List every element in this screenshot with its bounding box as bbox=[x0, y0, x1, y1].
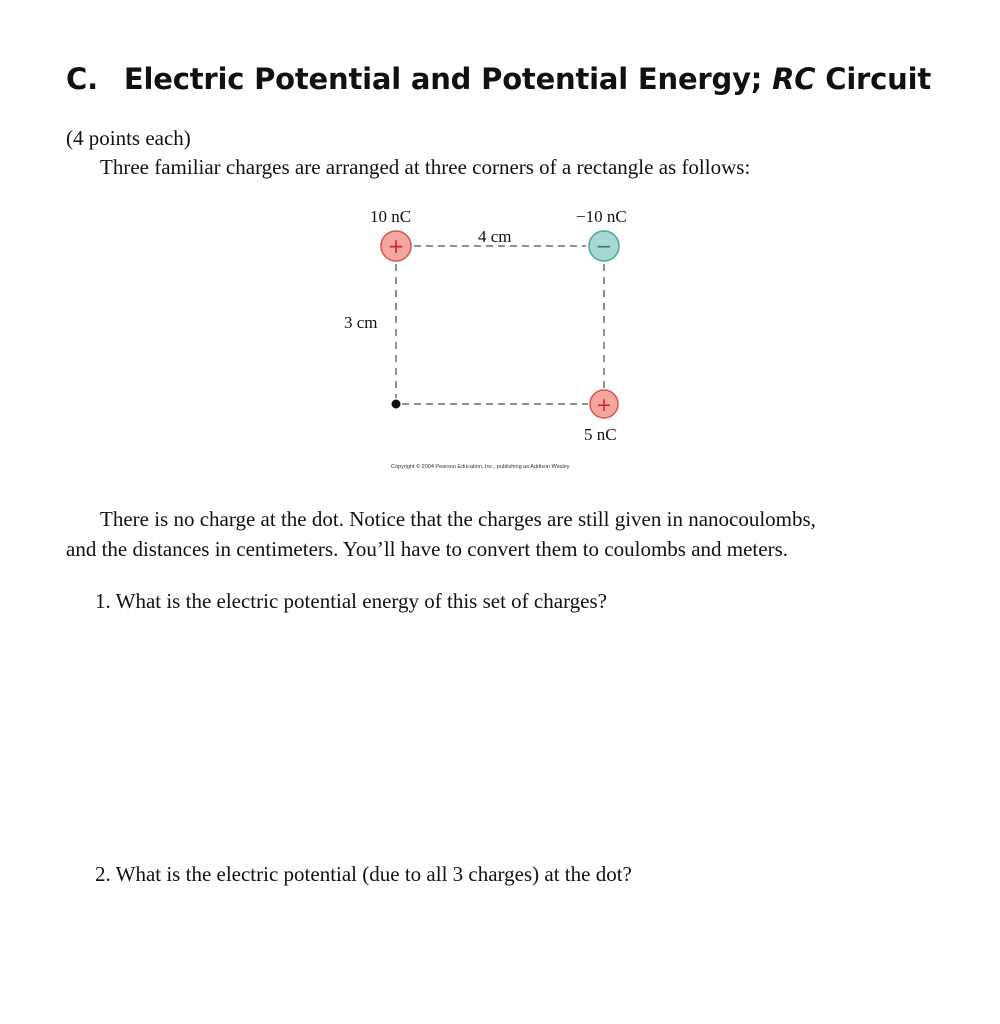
figure-copyright: Copyright © 2004 Pearson Education, Inc., publishing as Addison Wesley bbox=[391, 464, 570, 470]
charge-rectangle-figure bbox=[330, 200, 670, 480]
question-1: 1. What is the electric potential energy of this set of charges? bbox=[95, 589, 607, 613]
figure-svg bbox=[330, 200, 670, 480]
section-title-italic: RC bbox=[772, 62, 816, 96]
charge-label-top-left: 10 nC bbox=[370, 207, 412, 226]
positive-charge-top-left bbox=[381, 231, 411, 261]
section-title-main: Electric Potential and Potential Energy; bbox=[123, 62, 763, 96]
negative-charge-top-right bbox=[589, 231, 619, 261]
section-letter: C. bbox=[66, 62, 98, 96]
paragraph-line-2: and the distances in centimeters. You’ll have to convert them to coulombs and meters. bbox=[66, 537, 788, 561]
charge-label-top-right: −10 nC bbox=[576, 207, 627, 226]
plus-icon: + bbox=[596, 394, 612, 416]
width-label: 4 cm bbox=[478, 227, 512, 246]
question-2: 2. What is the electric potential (due to all 3 charges) at the dot? bbox=[95, 862, 632, 886]
minus-icon: − bbox=[595, 234, 613, 258]
plus-icon: + bbox=[387, 234, 405, 258]
charge-label-bottom-right: 5 nC bbox=[584, 425, 617, 444]
empty-point-dot bbox=[392, 400, 401, 409]
points-note: (4 points each) bbox=[66, 126, 191, 150]
positive-charge-bottom-right bbox=[590, 390, 618, 418]
height-label: 3 cm bbox=[344, 313, 378, 332]
section-heading bbox=[66, 62, 931, 96]
intro-text: Three familiar charges are arranged at three corners of a rectangle as follows: bbox=[100, 155, 751, 179]
section-title-end: Circuit bbox=[825, 62, 931, 96]
paragraph-line-1: There is no charge at the dot. Notice that the charges are still given in nanocoulombs, bbox=[100, 507, 816, 531]
